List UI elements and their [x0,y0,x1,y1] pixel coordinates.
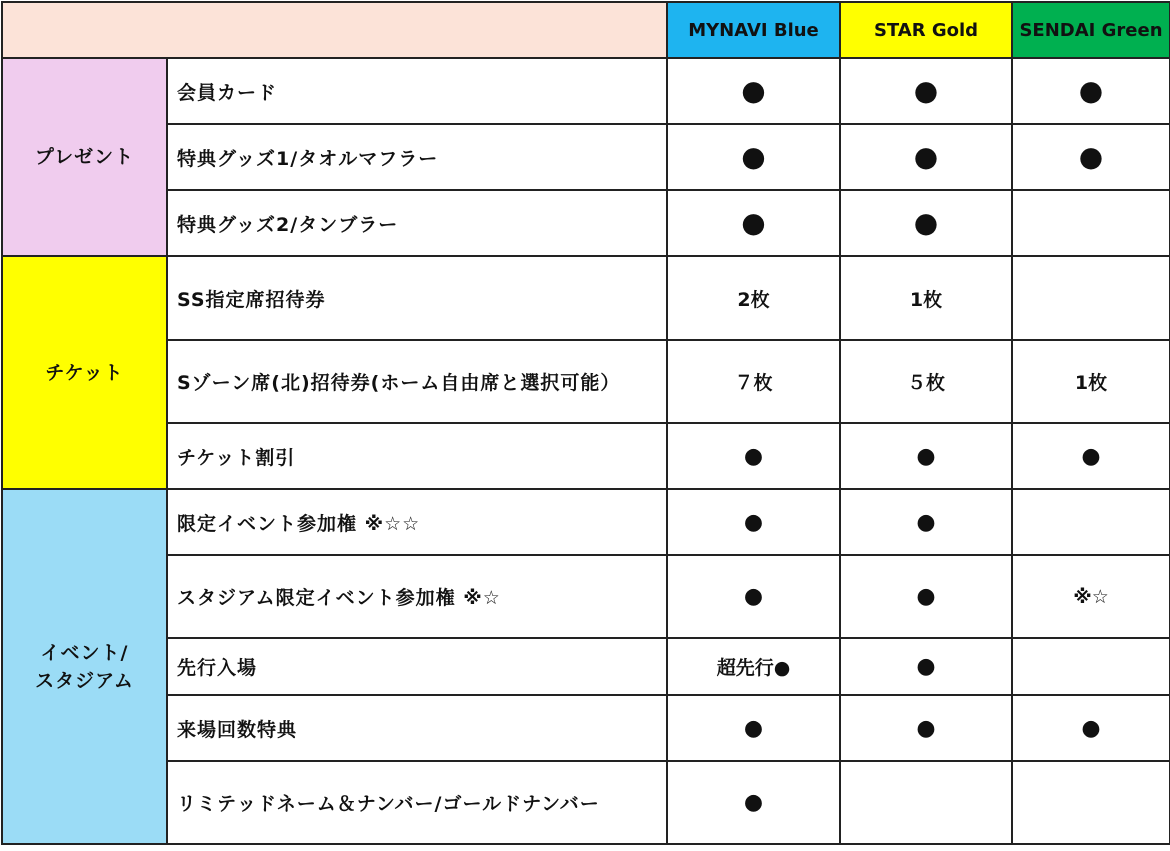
header-mynavi-blue: MYNAVI Blue [667,2,840,58]
row-label: 限定イベント参加権 ※☆☆ [167,489,667,555]
cell-sendai: ● [1012,124,1170,190]
row-label: 先行入場 [167,638,667,695]
row-label: 来場回数特典 [167,695,667,761]
cell-mynavi: ● [667,124,840,190]
header-sendai-green: SENDAI Green [1012,2,1170,58]
cell-star: ● [840,555,1012,638]
cell-sendai: 1枚 [1012,340,1170,423]
cell-mynavi: ● [667,489,840,555]
cell-star: ５枚 [840,340,1012,423]
category-ticket: チケット [2,256,167,489]
cell-star: 1枚 [840,256,1012,340]
cell-sendai: ※☆ [1012,555,1170,638]
cell-sendai [1012,256,1170,340]
category-event-stadium [2,489,167,844]
row-label: チケット割引 [167,423,667,489]
table-row [2,190,1170,256]
membership-benefits-table [1,1,1170,845]
header-star-gold: STAR Gold [840,2,1012,58]
table-row [2,256,1170,340]
table-row [2,124,1170,190]
category-event-line1: イベント/ [40,641,129,664]
row-label: 特典グッズ1/タオルマフラー [167,124,667,190]
table-row [2,638,1170,695]
cell-mynavi: ● [667,695,840,761]
cell-star: ● [840,423,1012,489]
cell-mynavi: ● [667,761,840,844]
table-row [2,489,1170,555]
header-corner-cell [2,2,667,58]
cell-sendai: ● [1012,695,1170,761]
cell-sendai [1012,761,1170,844]
table-row [2,555,1170,638]
header-row [2,2,1170,58]
cell-star: ● [840,58,1012,124]
cell-star: ● [840,695,1012,761]
cell-star: ● [840,190,1012,256]
row-label: 特典グッズ2/タンブラー [167,190,667,256]
cell-star [840,761,1012,844]
cell-mynavi: ● [667,555,840,638]
cell-sendai [1012,638,1170,695]
cell-star: ● [840,638,1012,695]
category-present: プレゼント [2,58,167,256]
cell-sendai [1012,489,1170,555]
table-row [2,761,1170,844]
cell-mynavi: ● [667,190,840,256]
table-row [2,340,1170,423]
cell-mynavi: 超先行● [667,638,840,695]
table-row [2,695,1170,761]
table-row [2,58,1170,124]
row-label: スタジアム限定イベント参加権 ※☆ [167,555,667,638]
row-label: リミテッドネーム＆ナンバー/ゴールドナンバー [167,761,667,844]
cell-mynavi: ● [667,423,840,489]
category-event-line2: スタジアム [35,669,134,692]
row-label: SS指定席招待券 [167,256,667,340]
cell-mynavi: ７枚 [667,340,840,423]
cell-sendai: ● [1012,58,1170,124]
cell-star: ● [840,489,1012,555]
cell-sendai [1012,190,1170,256]
cell-star: ● [840,124,1012,190]
cell-sendai: ● [1012,423,1170,489]
row-label: Sゾーン席(北)招待券(ホーム自由席と選択可能） [167,340,667,423]
row-label: 会員カード [167,58,667,124]
cell-mynavi: ● [667,58,840,124]
table-row [2,423,1170,489]
cell-mynavi: 2枚 [667,256,840,340]
